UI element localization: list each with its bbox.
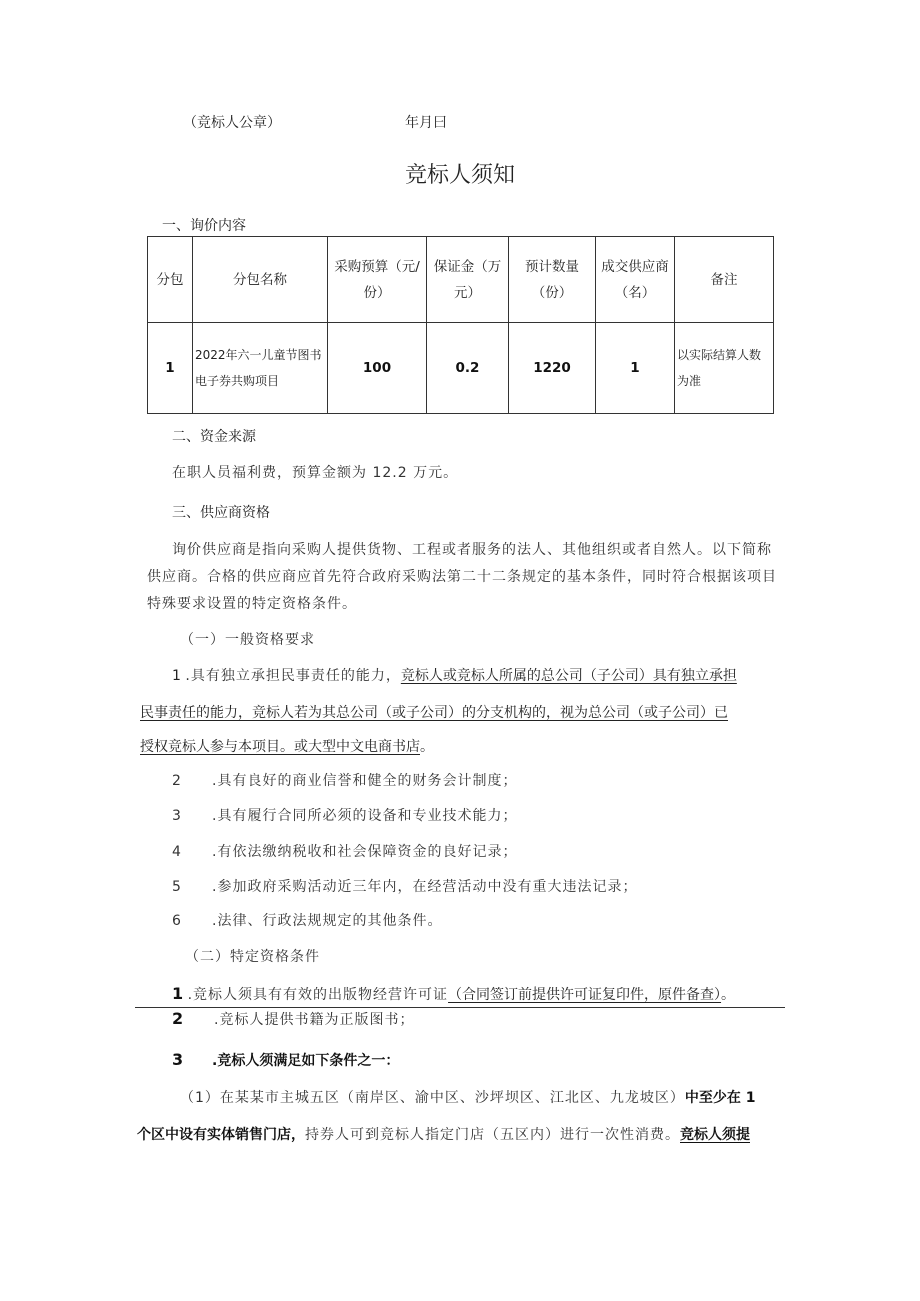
item-text: .具有独立承担民事责任的能力， xyxy=(185,668,401,684)
general-item xyxy=(172,842,517,862)
item-text: .竞标人须满足如下条件之一： xyxy=(212,1053,400,1069)
intro-line: 询价供应商是指向采购人提供货物、工程或者服务的法人、其他组织或者自然人。以下简称 xyxy=(172,542,772,558)
special-item-3 xyxy=(172,1050,399,1071)
condition-text: （1）在某某市主城五区（南岸区、渝中区、沙坪坝区、江北区、九龙坡区） xyxy=(180,1090,685,1106)
item-text: .参加政府采购活动近三年内，在经营活动中没有重大违法记录； xyxy=(212,879,638,895)
cell-package: 1 xyxy=(148,323,193,414)
date-label: 年月曰 xyxy=(405,115,447,131)
condition-1 xyxy=(180,1088,756,1108)
intro-line: 特殊要求设置的特定资格条件。 xyxy=(147,596,357,612)
header-cell: 采购预算（元/份） xyxy=(328,237,427,323)
section3-heading: 三、供应商资格 xyxy=(172,505,270,521)
divider-line xyxy=(135,1007,785,1008)
cell-deposit: 0.2 xyxy=(427,323,509,414)
cell-budget: 100 xyxy=(328,323,427,414)
item-number: 4 xyxy=(172,844,182,860)
intro-line: 供应商。合格的供应商应首先符合政府采购法第二十二条规定的基本条件，同时符合根据该项目 xyxy=(147,569,777,585)
header-cell: 保证金（万元） xyxy=(427,237,509,323)
item-underlined-text: 竞标人或竞标人所属的总公司（子公司）具有独立承担 xyxy=(400,668,737,684)
item-number: 1 xyxy=(172,668,181,684)
general-item xyxy=(172,771,517,791)
table-row xyxy=(148,323,774,414)
condition-bold-text: 个区中设有实体销售门店， xyxy=(137,1127,305,1143)
inquiry-table xyxy=(147,236,774,414)
seal-label: （竞标人公章） xyxy=(183,115,281,131)
header-cell: 备注 xyxy=(675,237,774,323)
item-text: .竞标人须具有有效的出版物经营许可证 xyxy=(187,987,449,1003)
item-number: 3 xyxy=(172,808,182,824)
condition-1-cont xyxy=(137,1125,750,1145)
item-number: 2 xyxy=(172,773,182,789)
item-number: 1 xyxy=(172,984,184,1003)
special-heading: （二）特定资格条件 xyxy=(185,949,320,965)
header-cell: 预计数量（份） xyxy=(509,237,596,323)
item-text: .竞标人提供书籍为正版图书； xyxy=(214,1012,415,1028)
condition-bold-text: 中至少在 1 xyxy=(684,1090,756,1106)
page-title: 竞标人须知 xyxy=(404,163,515,188)
section2-text: 在职人员福利费，预算金额为 12.2 万元。 xyxy=(172,465,459,481)
item-underlined-text: （合同签订前提供许可证复印件，原件备查） xyxy=(448,987,722,1003)
general-item xyxy=(172,911,442,931)
item-text: 。 xyxy=(420,739,434,755)
cell-quantity: 1220 xyxy=(509,323,596,414)
item-text: .有依法缴纳税收和社会保障资金的良好记录； xyxy=(212,844,518,860)
general-item xyxy=(172,877,637,897)
general-item xyxy=(172,806,517,826)
cell-suppliers: 1 xyxy=(596,323,675,414)
cell-remark: 以实际结算人数为准 xyxy=(675,323,774,414)
item-number: 3 xyxy=(172,1050,184,1069)
item-number: 6 xyxy=(172,913,182,929)
general-item-1-cont: 民事责任的能力，竞标人若为其总公司（或子公司）的分支机构的，视为总公司（或子公司）已 xyxy=(140,705,728,721)
condition-underlined-text: 竞标人须提 xyxy=(680,1127,750,1143)
item-text: .法律、行政法规规定的其他条件。 xyxy=(212,913,443,929)
item-text: 。 xyxy=(721,987,736,1003)
header-cell: 分包名称 xyxy=(193,237,328,323)
item-text: .具有履行合同所必须的设备和专业技术能力； xyxy=(212,808,518,824)
item-underlined-text: 授权竞标人参与本项目。或大型中文电商书店 xyxy=(140,739,420,755)
item-text: .具有良好的商业信誉和健全的财务会计制度； xyxy=(212,773,518,789)
general-item-1 xyxy=(172,666,737,686)
table-header-row xyxy=(148,237,774,323)
special-item-2 xyxy=(172,1009,414,1030)
cell-name: 2022年六一儿童节图书电子券共购项目 xyxy=(193,323,328,414)
condition-text: 持券人可到竞标人指定门店（五区内）进行一次性消费。 xyxy=(305,1127,680,1143)
item-number: 2 xyxy=(172,1009,184,1028)
general-item-1-cont xyxy=(140,737,434,757)
item-number: 5 xyxy=(172,879,182,895)
general-heading: （一）一般资格要求 xyxy=(180,632,315,648)
section1-heading: 一、询价内容 xyxy=(162,218,246,234)
header-cell: 成交供应商（名） xyxy=(596,237,675,323)
special-item-1 xyxy=(172,984,735,1005)
section2-heading: 二、资金来源 xyxy=(172,429,256,445)
header-cell: 分包 xyxy=(148,237,193,323)
